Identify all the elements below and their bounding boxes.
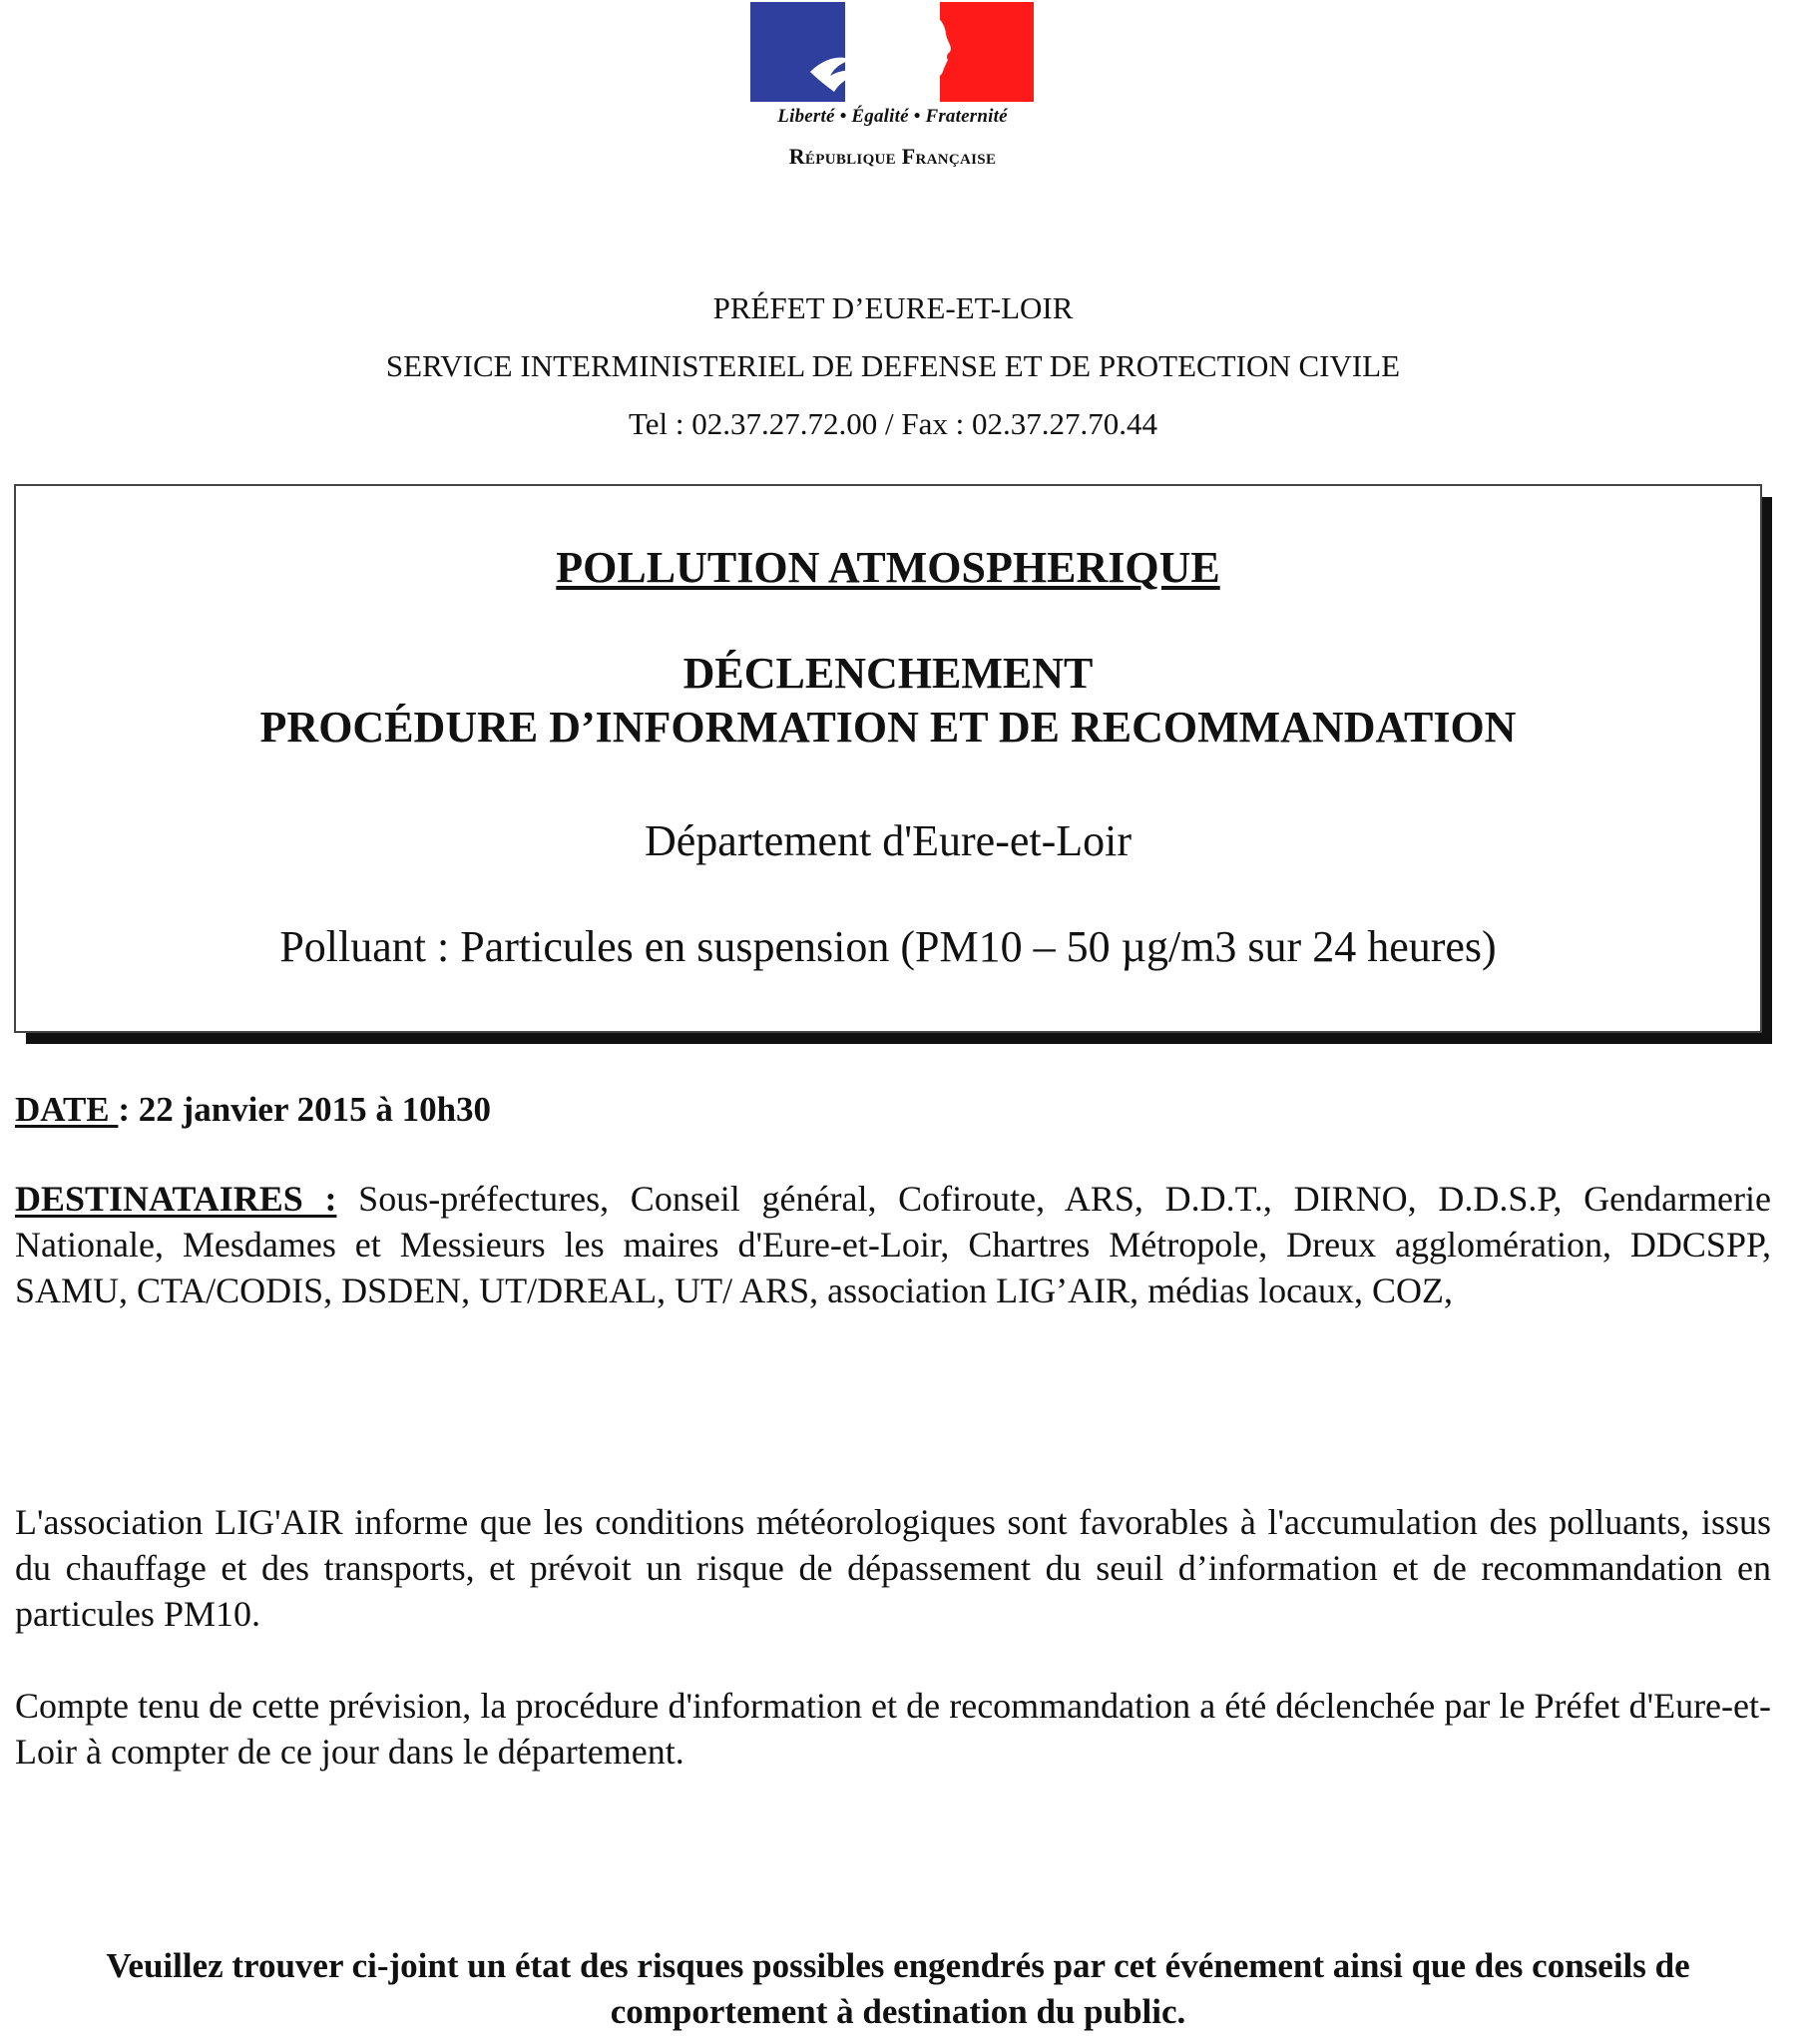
- alert-box: [14, 484, 1762, 1033]
- contact-line: Tel : 02.37.27.72.00 / Fax : 02.37.27.70.44: [629, 406, 1157, 441]
- pollutant-line: Polluant : Particules en suspension (PM10 – 50 µg/m3 sur 24 heures): [279, 922, 1497, 971]
- date-label: DATE: [15, 1090, 119, 1129]
- alert-title: POLLUTION ATMOSPHERIQUE: [556, 543, 1220, 592]
- alert-subtitle-2: PROCÉDURE D’INFORMATION ET DE RECOMMANDATION: [259, 703, 1517, 752]
- closing-note: Veuillez trouver ci-joint un état des risques possibles engendrés par cet événement ainsi que des conseils de comportement à destination du public.: [106, 1946, 1690, 2031]
- service-heading: SERVICE INTERMINISTERIEL DE DEFENSE ET DE PROTECTION CIVILE: [385, 348, 1401, 383]
- body-paragraph-2: Compte tenu de cette prévision, la procédure d'information et de recommandation a été déclenchée par le Préfet d'Eure-et-Loir à compter de ce jour dans le département.: [15, 1686, 1771, 1772]
- recipients-text: Sous-préfectures, Conseil général, Cofiroute, ARS, D.D.T., DIRNO, D.D.S.P, Gendarmerie Nationale, Mesdames et Messieurs les maires d'Eure-et-Loir, Chartres Métropole, Dreux agglomération, DDCSPP, SAMU, CTA/CODIS, DSDEN, UT/DREAL, UT/ ARS, association LIG’AIR, médias locaux, COZ,: [15, 1179, 1772, 1310]
- department-line: Département d'Eure-et-Loir: [644, 816, 1133, 865]
- republique-francaise: République Française: [788, 144, 997, 169]
- date-line: [15, 1090, 491, 1130]
- date-value: : 22 janvier 2015 à 10h30: [118, 1090, 492, 1129]
- motto: Liberté • Égalité • Fraternité: [777, 106, 1008, 127]
- recipients-label: DESTINATAIRES :: [15, 1179, 337, 1219]
- republique-francaise-logo: [750, 2, 1035, 180]
- recipients-paragraph: [15, 1176, 1771, 1313]
- body-paragraph-1: L'association LIG'AIR informe que les conditions météorologiques sont favorables à l'accumulation des polluants, issus du chauffage et des transports, et prévoit un risque de dépassement du seuil d’information et de recommandation en particules PM10.: [15, 1502, 1771, 1634]
- marianne-flag-emblem: [750, 2, 1034, 102]
- prefet-heading: PRÉFET D’EURE-ET-LOIR: [712, 290, 1074, 325]
- alert-subtitle-1: DÉCLENCHEMENT: [682, 649, 1094, 698]
